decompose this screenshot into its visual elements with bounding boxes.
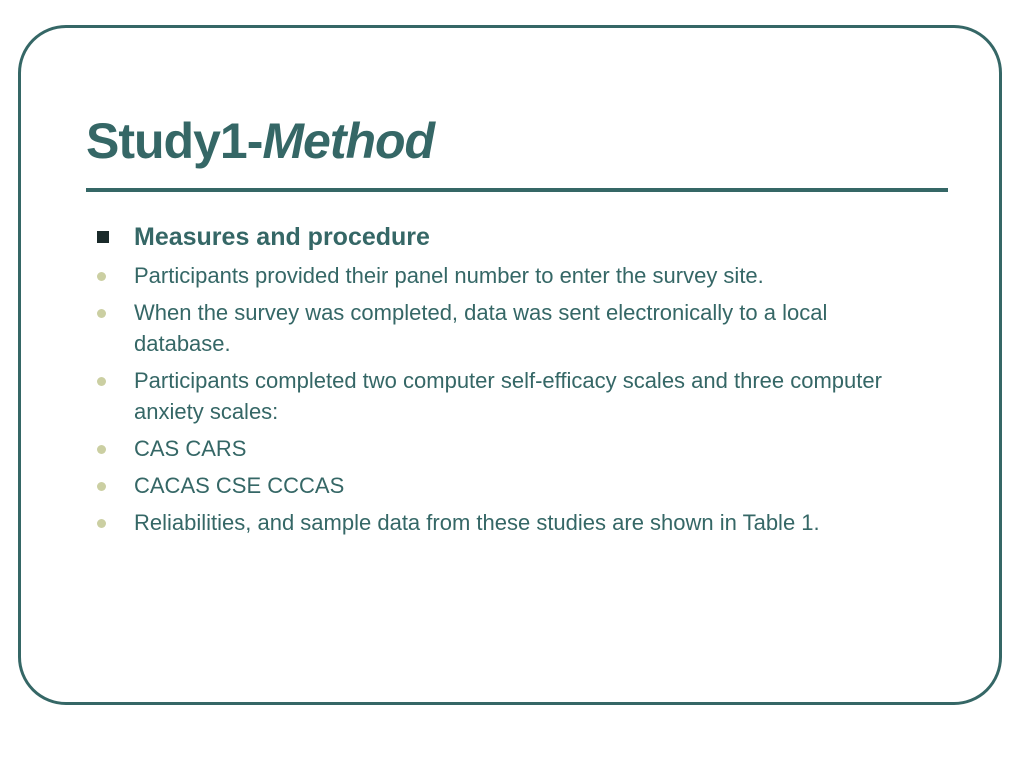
title-main: Study1-: [86, 113, 263, 169]
list-item: [97, 260, 927, 291]
bullet-dot-icon: [97, 377, 106, 386]
bullet-text: Participants completed two computer self-efficacy scales and three computer anxiety scales:: [134, 368, 882, 424]
title-italic: Method: [262, 113, 435, 169]
bullet-text: CACAS CSE CCCAS: [134, 473, 345, 498]
bullet-dot-icon: [97, 272, 106, 281]
bullet-text: Participants provided their panel number to enter the survey site.: [134, 263, 764, 288]
bullet-list: [97, 260, 927, 544]
square-bullet-icon: [97, 231, 109, 243]
bullet-text: When the survey was completed, data was sent electronically to a local database.: [134, 300, 828, 356]
list-item: [97, 433, 927, 464]
bullet-dot-icon: [97, 519, 106, 528]
slide-title: [86, 108, 434, 174]
bullet-dot-icon: [97, 482, 106, 491]
bullet-text: Reliabilities, and sample data from these studies are shown in Table 1.: [134, 510, 820, 535]
list-item: [97, 507, 927, 538]
bullet-text: CAS CARS: [134, 436, 247, 461]
section-heading-text: Measures and procedure: [134, 222, 430, 251]
list-item: [97, 470, 927, 501]
list-item: [97, 365, 927, 427]
title-underline: [86, 188, 948, 192]
list-item: [97, 297, 927, 359]
section-heading: [97, 221, 430, 253]
bullet-dot-icon: [97, 309, 106, 318]
bullet-dot-icon: [97, 445, 106, 454]
